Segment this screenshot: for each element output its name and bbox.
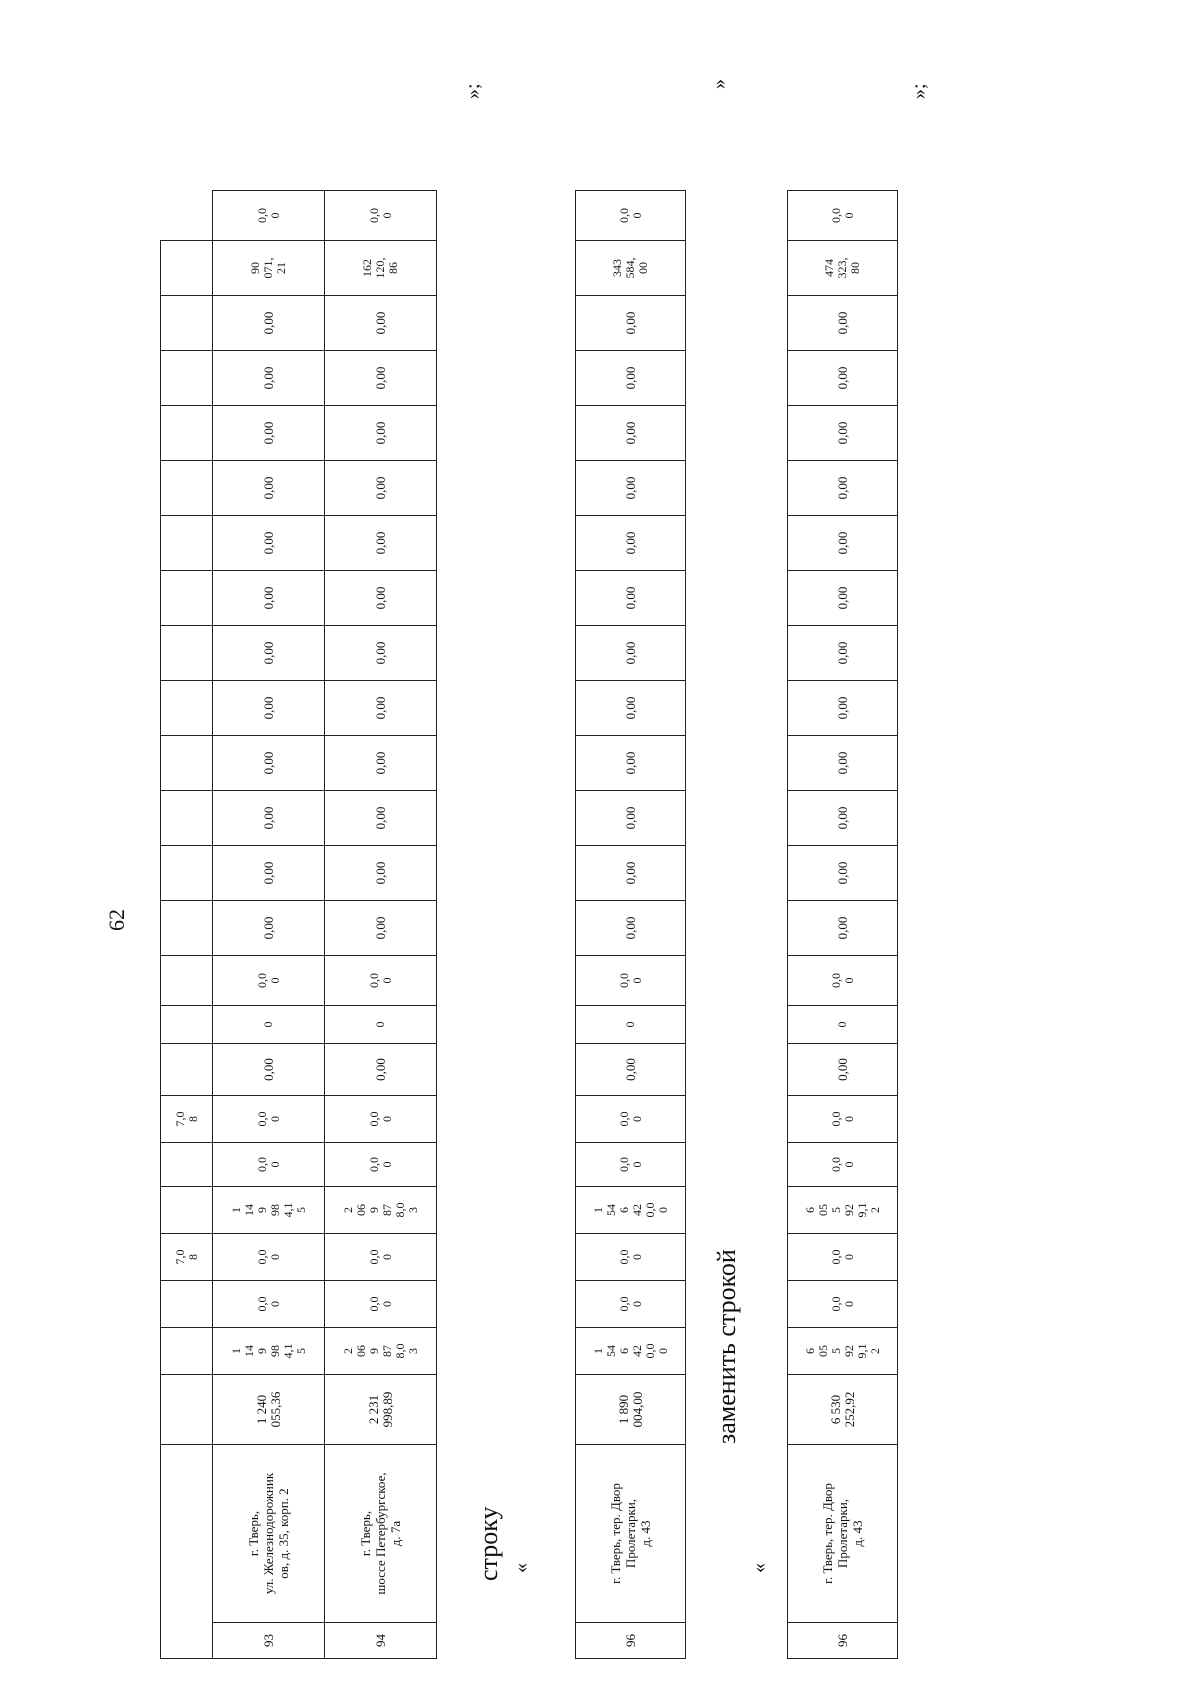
cell-text: 0	[835, 1021, 849, 1028]
cell-text: 0,00	[372, 696, 388, 720]
quote-open-1: «	[510, 1563, 532, 1573]
cell-text: 0,00	[622, 311, 638, 335]
cell-text: г. Тверь, тер. Двор Пролетарки, д. 43	[820, 1483, 865, 1584]
cell-text: 0,00	[372, 311, 388, 335]
value-cell	[213, 681, 325, 736]
cell-text: 0,00	[372, 861, 388, 885]
cell-text: 1 14 9 98 4,1 5	[228, 1343, 308, 1359]
cell-text: 0,0 0	[828, 208, 856, 223]
value-cell	[325, 956, 437, 1006]
value-cell	[325, 1143, 437, 1187]
cell-text: 0,00	[622, 531, 638, 555]
value-cell	[325, 791, 437, 846]
cell-text: 0,00	[834, 421, 850, 445]
value-cell	[325, 1096, 437, 1143]
cell-text: 0,00	[622, 641, 638, 665]
value-cell	[576, 1006, 686, 1044]
cell-text: 0,00	[834, 641, 850, 665]
cell-text: 0,0 0	[616, 1296, 644, 1312]
value-cell	[325, 406, 437, 461]
value-cell	[325, 1044, 437, 1096]
top-table-header-cell	[161, 736, 213, 791]
value-cell	[213, 296, 325, 351]
cell-text: г. Тверь, тер. Двор Пролетарки, д. 43	[608, 1483, 653, 1584]
value-cell	[788, 406, 898, 461]
cell-text: 96	[834, 1634, 850, 1647]
value-cell	[576, 351, 686, 406]
address-cell	[576, 1445, 686, 1623]
cell-text: 474 323, 80	[822, 257, 862, 279]
cell-text: 0,00	[260, 476, 276, 500]
value-cell	[788, 1328, 898, 1375]
cell-text: 0,00	[622, 861, 638, 885]
middle-table	[575, 190, 686, 1659]
bottom-table-row-0	[788, 191, 898, 1659]
cell-text: 6 05 5 92 9,1 2	[802, 1343, 882, 1359]
top-table-header-cell	[161, 791, 213, 846]
row-number	[576, 1623, 686, 1659]
value-cell	[213, 901, 325, 956]
cell-text: 90 071, 21	[248, 257, 288, 279]
value-cell	[576, 296, 686, 351]
cell-text: 0,0 0	[828, 1296, 856, 1312]
cell-text: 0,0 0	[254, 1111, 282, 1127]
value-cell	[213, 1234, 325, 1281]
value-cell	[576, 736, 686, 791]
value-cell	[576, 1375, 686, 1445]
cell-text: 2 06 9 87 8,0 3	[340, 1343, 420, 1359]
quote-open-2: «	[748, 1563, 770, 1573]
cell-text: г. Тверь, ул. Железнодорожник ов, д. 35, корп. 2	[246, 1472, 291, 1595]
value-cell	[788, 191, 898, 241]
cell-text: 343 584, 00	[610, 257, 650, 279]
value-cell	[213, 571, 325, 626]
top-table-header-cell	[161, 1096, 213, 1143]
cell-text: 0,00	[622, 806, 638, 830]
value-cell	[576, 191, 686, 241]
value-cell	[576, 1281, 686, 1328]
top-table-header-cell	[161, 1143, 213, 1187]
cell-text: 0	[623, 1021, 637, 1028]
cell-text: 0,0 0	[828, 1249, 856, 1265]
cell-text: 1 890 004,00	[615, 1391, 645, 1428]
value-cell	[213, 241, 325, 296]
cell-text: 0,0 0	[616, 208, 644, 223]
top-table-header-cell	[161, 1006, 213, 1044]
row-number	[213, 1623, 325, 1659]
value-cell	[576, 571, 686, 626]
cell-text: 0,0 0	[254, 1157, 282, 1172]
value-cell	[788, 1006, 898, 1044]
caption-stroku: строку	[474, 1506, 503, 1581]
cell-text: 0,00	[834, 806, 850, 830]
cell-text: 0,00	[834, 696, 850, 720]
value-cell	[325, 1006, 437, 1044]
cell-text: 0,00	[622, 696, 638, 720]
cell-text: г. Тверь, шоссе Петербургское, д. 7а	[358, 1472, 403, 1595]
value-cell	[788, 1187, 898, 1234]
top-table-header-cell	[161, 1375, 213, 1445]
cell-text: 0,00	[622, 751, 638, 775]
value-cell	[788, 956, 898, 1006]
cell-text: 6 530 252,92	[827, 1391, 857, 1428]
cell-text: 0,00	[372, 421, 388, 445]
value-cell	[788, 1044, 898, 1096]
cell-text: 0,00	[372, 531, 388, 555]
value-cell	[213, 1044, 325, 1096]
cell-text: 0,0 0	[366, 1249, 394, 1265]
cell-text: 96	[622, 1634, 638, 1647]
cell-text: 0,00	[834, 751, 850, 775]
value-cell	[576, 406, 686, 461]
top-table-header-cell	[161, 241, 213, 296]
cell-text: 7,0 8	[172, 1111, 200, 1127]
value-cell	[325, 1375, 437, 1445]
cell-text: 0,00	[834, 531, 850, 555]
value-cell	[325, 1328, 437, 1375]
value-cell	[213, 406, 325, 461]
value-cell	[325, 626, 437, 681]
value-cell	[325, 296, 437, 351]
address-cell	[788, 1445, 898, 1623]
cell-text: 0,00	[260, 806, 276, 830]
top-table-header-cell	[161, 406, 213, 461]
value-cell	[213, 956, 325, 1006]
value-cell	[576, 1187, 686, 1234]
top-table-header-cell	[161, 1281, 213, 1328]
page-number: 62	[104, 909, 129, 931]
value-cell	[213, 1006, 325, 1044]
caption-zamenit-strokoy: заменить строкой	[712, 1249, 741, 1444]
top-table	[160, 190, 437, 1659]
value-cell	[213, 191, 325, 241]
cell-text: 0,00	[260, 531, 276, 555]
cell-text: 0,0 0	[616, 973, 644, 988]
value-cell	[576, 956, 686, 1006]
top-table-header-cell	[161, 681, 213, 736]
value-cell	[213, 736, 325, 791]
value-cell	[576, 241, 686, 296]
value-cell	[788, 1143, 898, 1187]
quote-close-semicolon-1: »;	[462, 83, 484, 99]
value-cell	[213, 846, 325, 901]
quote-close-semicolon-3: »;	[908, 83, 930, 99]
row-number	[788, 1623, 898, 1659]
top-table-header-cell	[161, 846, 213, 901]
value-cell	[576, 1096, 686, 1143]
cell-text: 0,00	[372, 806, 388, 830]
top-table-header-cell	[161, 351, 213, 406]
value-cell	[213, 1187, 325, 1234]
cell-text: 0,00	[260, 696, 276, 720]
value-cell	[576, 846, 686, 901]
cell-text: 1 54 6 42 0,0 0	[590, 1343, 670, 1359]
cell-text: 0,0 0	[366, 973, 394, 988]
cell-text: 0,0 0	[254, 1249, 282, 1265]
cell-text: 0,0 0	[616, 1111, 644, 1127]
cell-text: 0,00	[372, 586, 388, 610]
cell-text: 0,00	[372, 641, 388, 665]
cell-text: 0,00	[834, 311, 850, 335]
value-cell	[576, 791, 686, 846]
cell-text: 0,00	[834, 861, 850, 885]
cell-text: 0,00	[834, 916, 850, 940]
top-table-header-cell	[161, 1328, 213, 1375]
cell-text: 0,00	[260, 421, 276, 445]
cell-text: 0,00	[372, 916, 388, 940]
row-number	[325, 1623, 437, 1659]
value-cell	[213, 1281, 325, 1328]
value-cell	[325, 681, 437, 736]
cell-text: 0,00	[622, 366, 638, 390]
value-cell	[788, 351, 898, 406]
cell-text: 0,00	[834, 366, 850, 390]
middle-table-row-0	[576, 191, 686, 1659]
value-cell	[788, 1096, 898, 1143]
cell-text: 1 54 6 42 0,0 0	[590, 1202, 670, 1218]
cell-text: 0,00	[622, 1058, 638, 1081]
value-cell	[576, 681, 686, 736]
top-table-header-cell	[161, 956, 213, 1006]
value-cell	[576, 626, 686, 681]
cell-text: 0,00	[622, 421, 638, 445]
value-cell	[325, 461, 437, 516]
address-cell	[325, 1445, 437, 1623]
top-table-header-cell	[161, 626, 213, 681]
cell-text: 93	[260, 1634, 276, 1647]
cell-text: 0,0 0	[366, 1157, 394, 1172]
value-cell	[788, 791, 898, 846]
value-cell	[213, 351, 325, 406]
value-cell	[576, 901, 686, 956]
value-cell	[325, 191, 437, 241]
value-cell	[325, 351, 437, 406]
top-table-header-cell	[161, 1234, 213, 1281]
value-cell	[325, 1281, 437, 1328]
value-cell	[788, 241, 898, 296]
cell-text: 0,0 0	[254, 973, 282, 988]
value-cell	[576, 461, 686, 516]
value-cell	[788, 846, 898, 901]
value-cell	[788, 626, 898, 681]
value-cell	[788, 901, 898, 956]
value-cell	[788, 1375, 898, 1445]
cell-text: 0,0 0	[828, 1157, 856, 1172]
cell-text: 0,00	[622, 476, 638, 500]
cell-text: 0	[261, 1021, 275, 1028]
value-cell	[213, 1143, 325, 1187]
value-cell	[325, 1234, 437, 1281]
value-cell	[576, 1234, 686, 1281]
top-table-header-cell	[161, 296, 213, 351]
value-cell	[325, 241, 437, 296]
cell-text: 162 120, 86	[360, 257, 400, 279]
top-table-header-cell	[161, 516, 213, 571]
cell-text: 0,00	[372, 751, 388, 775]
value-cell	[325, 736, 437, 791]
value-cell	[576, 1143, 686, 1187]
value-cell	[788, 1281, 898, 1328]
value-cell	[788, 1234, 898, 1281]
cell-text: 0,0 0	[828, 1111, 856, 1127]
value-cell	[213, 791, 325, 846]
cell-text: 2 06 9 87 8,0 3	[340, 1202, 420, 1218]
top-table-header-cell	[161, 901, 213, 956]
value-cell	[325, 516, 437, 571]
cell-text: 0,00	[260, 311, 276, 335]
top-table-row-2	[325, 191, 437, 1659]
cell-text: 7,0 8	[172, 1249, 200, 1265]
cell-text: 0,00	[622, 586, 638, 610]
cell-text: 0,00	[834, 586, 850, 610]
cell-text: 0,0 0	[254, 208, 282, 223]
cell-text: 0,00	[372, 366, 388, 390]
value-cell	[576, 1044, 686, 1096]
bottom-table	[787, 190, 898, 1659]
value-cell	[788, 681, 898, 736]
cell-text: 0,0 0	[366, 208, 394, 223]
value-cell	[213, 626, 325, 681]
cell-text: 94	[372, 1634, 388, 1647]
value-cell	[213, 1096, 325, 1143]
cell-text: 0,0 0	[616, 1157, 644, 1172]
value-cell	[576, 516, 686, 571]
cell-text: 0,00	[260, 751, 276, 775]
value-cell	[576, 1328, 686, 1375]
value-cell	[788, 461, 898, 516]
cell-text: 0,00	[260, 641, 276, 665]
cell-text: 0,0 0	[366, 1296, 394, 1312]
top-table-row-0	[161, 191, 213, 1659]
quote-close-2: »	[708, 79, 730, 89]
cell-text: 0,00	[622, 916, 638, 940]
value-cell	[213, 1328, 325, 1375]
cell-text: 0,00	[260, 861, 276, 885]
cell-text: 0,00	[260, 366, 276, 390]
cell-text: 1 240 055,36	[253, 1391, 283, 1428]
cell-text: 0,0 0	[616, 1249, 644, 1265]
top-table-header-cell	[161, 571, 213, 626]
value-cell	[788, 296, 898, 351]
top-table-header-lead	[161, 1445, 213, 1659]
top-table-header-cell	[161, 1187, 213, 1234]
rotated-page	[0, 79, 1060, 1699]
value-cell	[325, 1187, 437, 1234]
cell-text: 0,00	[372, 476, 388, 500]
value-cell	[213, 1375, 325, 1445]
cell-text: 0,00	[372, 1058, 388, 1081]
address-cell	[213, 1445, 325, 1623]
cell-text: 0	[373, 1021, 387, 1028]
value-cell	[325, 571, 437, 626]
cell-text: 6 05 5 92 9,1 2	[802, 1202, 882, 1218]
cell-text: 0,0 0	[828, 973, 856, 988]
cell-text: 0,00	[260, 586, 276, 610]
value-cell	[213, 516, 325, 571]
value-cell	[325, 846, 437, 901]
cell-text: 2 231 998,89	[365, 1391, 395, 1428]
cell-text: 1 14 9 98 4,1 5	[228, 1202, 308, 1218]
top-table-header-cell	[161, 461, 213, 516]
cell-text: 0,00	[834, 476, 850, 500]
top-table-header-cell	[161, 1044, 213, 1096]
cell-text: 0,0 0	[254, 1296, 282, 1312]
value-cell	[213, 461, 325, 516]
top-table-row-1	[213, 191, 325, 1659]
cell-text: 0,0 0	[366, 1111, 394, 1127]
cell-text: 0,00	[834, 1058, 850, 1081]
cell-text: 0,00	[260, 916, 276, 940]
value-cell	[788, 736, 898, 791]
value-cell	[788, 571, 898, 626]
value-cell	[325, 901, 437, 956]
cell-text: 0,00	[260, 1058, 276, 1081]
value-cell	[788, 516, 898, 571]
